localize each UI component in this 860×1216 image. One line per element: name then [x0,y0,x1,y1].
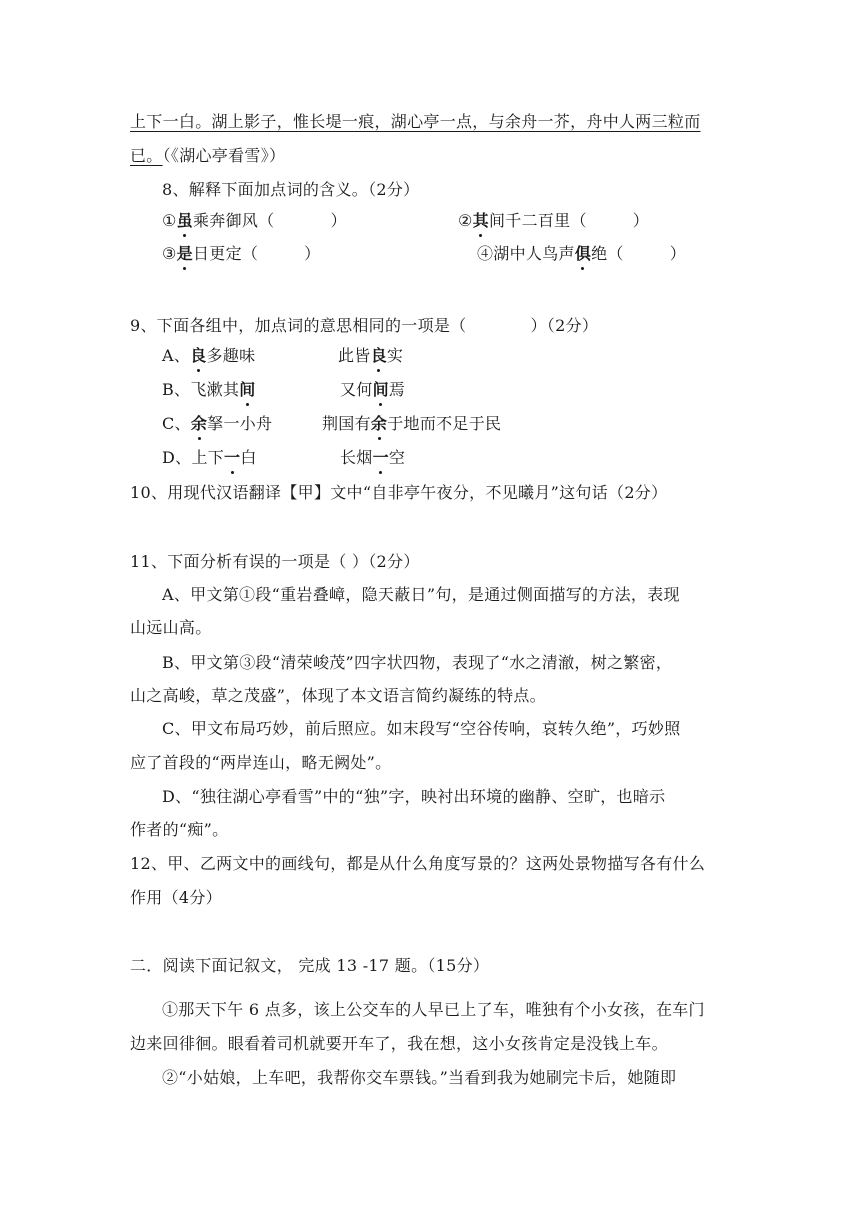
q11-option-b: B、甲文第③段“清荣峻茂”四字状四物，表现了“水之清澈，树之繁密， [162,653,673,672]
q9-option-a-right: 此皆良实 [338,346,404,365]
question-12-cont: 作用（4分） [130,888,222,907]
q9-option-b-right: 又何间焉 [340,380,406,399]
q11-option-b-cont: 山之高峻，草之茂盛”，体现了本文语言简约凝练的特点。 [130,686,546,705]
passage-line: 上下一白。湖上影子，惟长堤一痕，湖心亭一点，与余舟一芥，舟中人两三粒而 [130,112,701,131]
q11-option-d: D、“独往湖心亭看雪”中的“独”字，映衬出环境的幽静、空旷，也暗示 [162,787,666,806]
q8-item-b: ②其间千二百里（ ） [458,211,650,230]
q9-option-d-right: 长烟一空 [340,448,406,467]
q9-option-d-left: D、上下一白 [162,448,257,467]
q8-item-c: ③是日更定（ ） [162,244,321,263]
question-8-stem: 8、解释下面加点词的含义。（2分） [162,180,420,199]
q9-option-b-left: B、飞漱其间 [162,380,256,399]
paragraph-1: ①那天下午 6 点多，该上公交车的人早已上了车，唯独有个小女孩，在车门 [162,1000,705,1019]
q11-option-d-cont: 作者的“痴”。 [130,820,229,839]
paragraph-2: ②“小姑娘，上车吧，我帮你交车票钱。”当看到我为她刷完卡后，她随即 [162,1068,677,1087]
question-11-stem: 11、下面分析有误的一项是（ ）（2分） [130,552,420,571]
question-12: 12、甲、乙两文中的画线句，都是从什么角度写景的？这两处景物描写各有什么 [130,854,706,873]
question-10: 10、用现代汉语翻译【甲】文中“自非亭午夜分，不见曦月”这句话（2分） [130,483,668,502]
question-9-stem: 9、下面各组中，加点词的意思相同的一项是（ ）（2分） [130,316,599,335]
underlined-text: 已。 [130,146,163,165]
q9-option-c-left: C、余拏一小舟 [162,414,273,433]
q11-option-c: C、甲文布局巧妙，前后照应。如末段写“空谷传响，哀转久绝”，巧妙照 [162,719,681,738]
passage-line [130,146,285,166]
q11-option-a-cont: 山远山高。 [130,618,212,637]
q9-option-c-right: 荆国有余于地而不足于民 [322,414,502,433]
paragraph-1-cont: 边来回徘徊。眼看着司机就要开车了，我在想，这小女孩肯定是没钱上车。 [130,1034,668,1053]
q9-option-a-left: A、良多趣味 [162,346,256,365]
section-2-heading: 二．阅读下面记叙文， 完成 13 -17 题。（15分） [130,956,490,975]
q8-item-a: ①虽乘奔御风（ ） [162,211,347,230]
q11-option-c-cont: 应了首段的“两岸连山，略无阙处”。 [130,753,392,772]
q11-option-a: A、甲文第①段“重岩叠嶂，隐天蔽日”句，是通过侧面描写的方法，表现 [162,585,680,604]
source-citation: （《湖心亭看雪》） [162,146,286,165]
q8-item-d: ④湖中人鸟声俱绝（ ） [477,244,687,263]
